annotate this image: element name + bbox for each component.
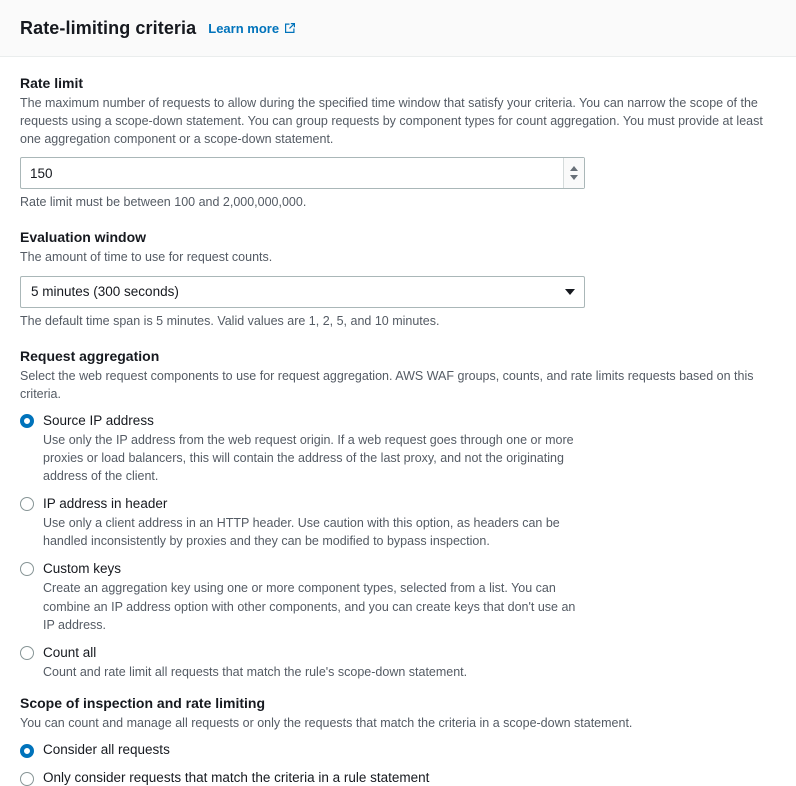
evaluation-window-constraint: The default time span is 5 minutes. Valid values are 1, 2, 5, and 10 minutes. [20, 313, 440, 328]
radio-option-source-ip-address[interactable] [20, 412, 776, 485]
learn-more-label: Learn more [208, 20, 280, 36]
page-title: Rate-limiting criteria [20, 17, 197, 38]
radio-label: Count all [43, 644, 97, 660]
radio-label: Source IP address [43, 412, 154, 428]
chevron-down-icon[interactable] [565, 289, 575, 295]
radio-label: IP address in header [43, 496, 168, 512]
rate-limit-label: Rate limit [20, 75, 84, 91]
radio-option-ip-address-in-header[interactable] [20, 495, 776, 550]
rate-limit-description: The maximum number of requests to allow during the specified time window that satisfy your criteria. You can narrow the scope of the requests using a scope-down statement. You can group requests by component types for count aggregation. You must provide at least one aggregation component or a scope-down statement. [20, 96, 763, 147]
radio-option-count-all[interactable] [20, 644, 776, 681]
radio-indicator[interactable] [20, 744, 34, 758]
rate-limit-input[interactable] [20, 157, 585, 189]
radio-description: Use only the IP address from the web request origin. If a web request goes through one or more proxies or load balancers, this will contain the address of the last proxy, and not the originating address of the client. [43, 432, 574, 483]
scope-label: Scope of inspection and rate limiting [20, 694, 266, 711]
evaluation-window-selected-value: 5 minutes (300 seconds) [31, 284, 179, 299]
radio-option-only-matching-requests[interactable] [20, 769, 776, 786]
evaluation-window-description: The amount of time to use for request counts. [20, 250, 273, 265]
external-link-icon [284, 22, 296, 34]
radio-description: Use only a client address in an HTTP header. Use caution with this option, as headers can be handled inconsistently by proxies and they can be modified to bypass inspection. [43, 516, 560, 549]
learn-more-link[interactable] [208, 21, 296, 36]
evaluation-window-select[interactable] [20, 276, 585, 308]
radio-option-custom-keys[interactable] [20, 560, 776, 633]
radio-option-consider-all-requests[interactable] [20, 741, 776, 758]
rate-limit-input-wrapper [20, 157, 585, 189]
radio-indicator[interactable] [20, 772, 34, 786]
rate-limit-stepper[interactable] [563, 158, 584, 188]
radio-label: Custom keys [43, 561, 122, 577]
radio-description: Count and rate limit all requests that match the rule's scope-down statement. [43, 664, 468, 679]
evaluation-window-select-wrapper [20, 276, 585, 308]
radio-description: Create an aggregation key using one or more component types, selected from a list. You can combine an IP address option with other components, and you can create keys that don't use an IP address. [43, 581, 576, 632]
scope-of-inspection-section [20, 695, 776, 786]
rate-limit-field [20, 75, 776, 209]
scope-radio-group [20, 741, 776, 786]
radio-label: Only consider requests that match the criteria in a rule statement [43, 770, 430, 785]
rate-limit-constraint: Rate limit must be between 100 and 2,000,000,000. [20, 195, 307, 210]
radio-indicator[interactable] [20, 497, 34, 511]
stepper-up-icon[interactable] [570, 166, 578, 171]
request-aggregation-label: Request aggregation [20, 347, 160, 364]
stepper-down-icon[interactable] [570, 175, 578, 180]
scope-description: You can count and manage all requests or only the requests that match the criteria in a scope-down statement. [20, 715, 633, 730]
radio-indicator[interactable] [20, 646, 34, 660]
request-aggregation-section [20, 348, 776, 681]
panel-header [0, 0, 796, 57]
evaluation-window-label: Evaluation window [20, 229, 147, 246]
request-aggregation-radio-group [20, 412, 776, 681]
evaluation-window-field [20, 229, 776, 327]
radio-indicator[interactable] [20, 414, 34, 428]
radio-indicator[interactable] [20, 562, 34, 576]
request-aggregation-description: Select the web request components to use for request aggregation. AWS WAF groups, counts, and rate limits requests based on this criteria. [20, 368, 754, 401]
panel-body [0, 57, 796, 786]
radio-label: Consider all requests [43, 742, 170, 757]
